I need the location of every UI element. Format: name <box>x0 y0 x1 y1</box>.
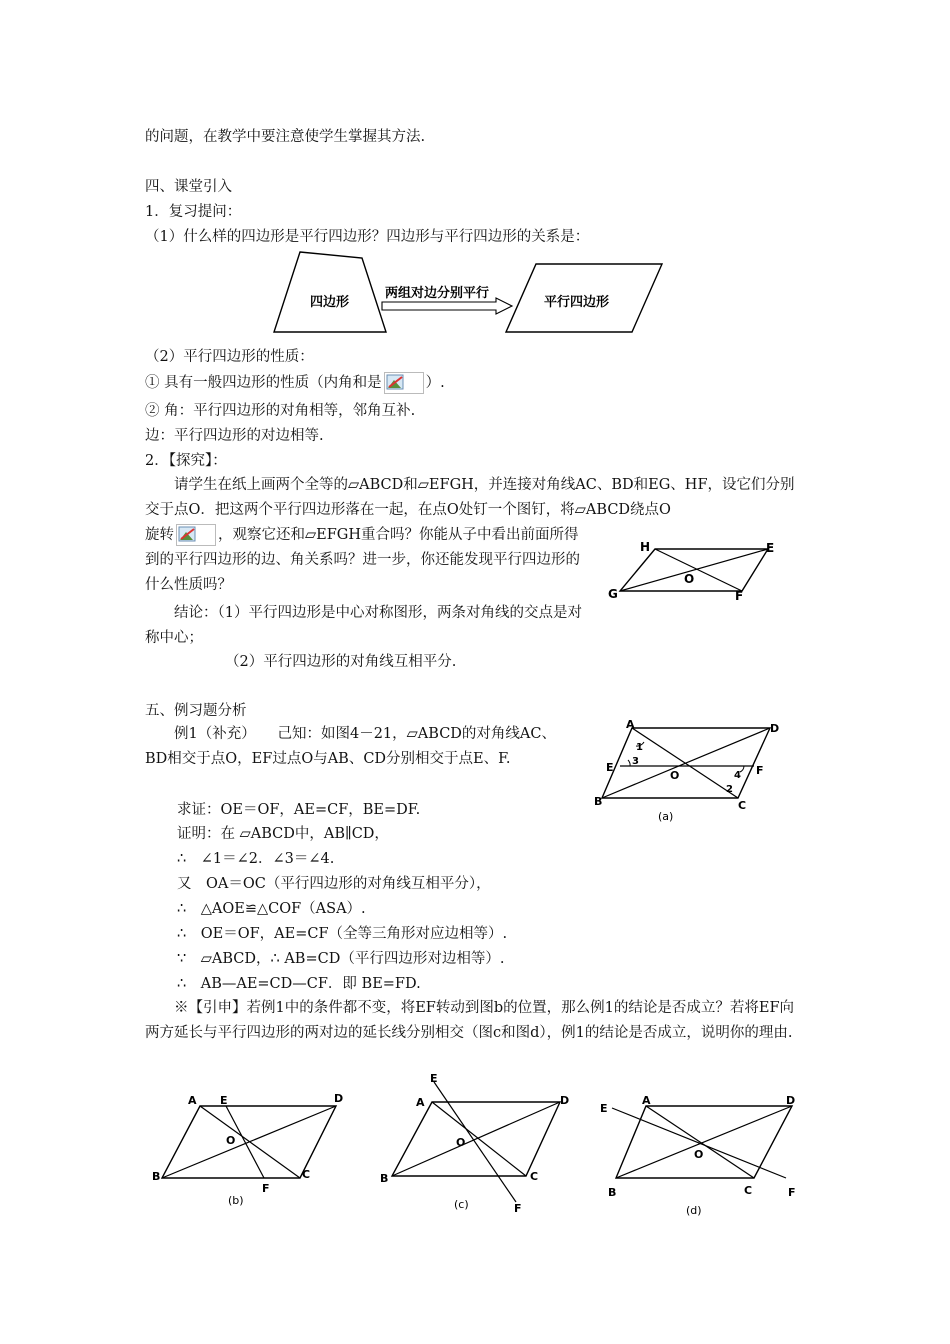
label-D: D <box>770 722 780 735</box>
explore-question-text: ，观察它还和▱EFGH重合吗？你能从子中看出前面所得到的平行四边形的边、角关系吗？进一步，你还能发现平行四边形的什么性质吗？ <box>145 527 580 593</box>
conclusion-1: 结论：（1）平行四边形是中心对称图形，两条对角线的交点是对称中心； <box>145 605 582 646</box>
label-F: F <box>756 764 764 777</box>
label-D: D <box>786 1094 796 1107</box>
proof-line: ∴ △AOE≌△COF（ASA）. <box>177 901 366 917</box>
proof-line: 又 OA＝OC（平行四边形的对角线互相平分）， <box>177 876 491 892</box>
proof-line: 证明：在 ▱ABCD中，AB∥CD， <box>177 826 389 842</box>
efgh-parallelogram-figure <box>600 535 800 607</box>
arrow-label: 两组对边分别平行 <box>385 286 490 301</box>
label-O: O <box>456 1136 466 1149</box>
broken-image-icon <box>176 524 216 546</box>
label-E: E <box>430 1072 438 1085</box>
label-E: E <box>220 1094 228 1107</box>
parallelogram-label: 平行四边形 <box>544 295 610 310</box>
label-B: B <box>380 1172 389 1185</box>
item2: 2．【探究】： <box>145 453 227 469</box>
label-A: A <box>416 1096 425 1109</box>
caption-d: (d) <box>686 1204 702 1217</box>
property1 <box>145 372 445 394</box>
conclusion-2: （2）平行四边形的对角线互相平分. <box>225 654 457 670</box>
label-D: D <box>560 1094 570 1107</box>
intro-line: 的问题，在教学中要注意使学生掌握其方法. <box>145 129 426 145</box>
figure-c <box>374 1066 584 1221</box>
label-G: G <box>608 587 618 601</box>
label-C: C <box>738 799 747 812</box>
section4-title: 四、课堂引入 <box>145 179 232 195</box>
proof-line: ∴ ∠1＝∠2．∠3＝∠4. <box>177 851 335 867</box>
extension-paragraph: ※【引申】若例1中的条件都不变，将EF转动到图b的位置，那么例1的结论是否成立？若将EF向两方延长与平行四边形的两对边的延长线分别相交（图c和图d），例1的结论是否成立，说明你的理由. <box>145 1000 795 1041</box>
label-F: F <box>514 1202 522 1215</box>
label-O: O <box>670 769 680 782</box>
prove-statement: 求证：OE＝OF，AE=CF，BE=DF. <box>177 802 421 818</box>
explore-paragraph-2 <box>145 523 589 598</box>
label-C: C <box>530 1170 539 1183</box>
label-A: A <box>626 718 635 731</box>
label-B: B <box>152 1170 161 1183</box>
label-C: C <box>744 1184 753 1197</box>
label-A: A <box>188 1094 197 1107</box>
question1: （1）什么样的四边形是平行四边形？四边形与平行四边形的关系是： <box>145 229 590 245</box>
proof-line: ∴ OE＝OF，AE=CF（全等三角形对应边相等）. <box>177 926 508 942</box>
angle-4: 4 <box>734 770 741 781</box>
caption-b: (b) <box>228 1194 244 1207</box>
property1-text: ① 具有一般四边形的性质（内角和是 <box>145 375 382 391</box>
label-A: A <box>642 1094 651 1107</box>
figure-d <box>596 1090 806 1220</box>
figure-a <box>592 716 792 826</box>
property3: 边：平行四边形的对边相等. <box>145 428 324 444</box>
label-B: B <box>594 795 603 808</box>
label-E: E <box>606 761 614 774</box>
explore-rotate-text: 旋转 <box>145 527 174 543</box>
label-B: B <box>608 1186 617 1199</box>
broken-image-icon <box>384 372 424 394</box>
section5-title: 五、例习题分析 <box>145 703 247 719</box>
angle-3: 3 <box>632 756 639 767</box>
angle-1: 1 <box>636 742 643 753</box>
quadrilateral-shape <box>274 252 386 332</box>
label-O: O <box>226 1134 236 1147</box>
item1: 1．复习提问： <box>145 204 242 220</box>
caption-a: (a) <box>658 810 674 823</box>
example-1: 例1（补充） 己知：如图4－21，▱ABCD的对角线AC、BD相交于点O，EF过点O与AB、CD分别相交于点E、F. <box>145 726 556 767</box>
quad-to-parallelogram-diagram <box>270 248 670 338</box>
label-H: H <box>640 540 651 554</box>
proof-line: ∵ ▱ABCD，∴ AB=CD（平行四边形对边相等）. <box>177 951 505 967</box>
label-F: F <box>262 1182 270 1195</box>
explore-paragraph-1: 请学生在纸上画两个全等的▱ABCD和▱EFGH，并连接对角线AC、BD和EG、HF，设它们分别交于点O．把这两个平行四边形落在一起，在点O处钉一个图钉，将▱ABCD绕点O <box>145 477 795 518</box>
caption-c: (c) <box>454 1198 469 1211</box>
proof-line: ∴ AB—AE=CD—CF．即 BE=FD. <box>177 976 421 992</box>
label-O: O <box>684 572 695 586</box>
quadrilateral-label: 四边形 <box>310 295 350 310</box>
property2: ② 角：平行四边形的对角相等，邻角互补. <box>145 403 416 419</box>
label-E: E <box>766 541 775 555</box>
label-O: O <box>694 1148 704 1161</box>
property1-suffix: ）. <box>425 375 445 391</box>
figure-b <box>148 1088 358 1213</box>
angle-2: 2 <box>726 784 733 795</box>
label-D: D <box>334 1092 344 1105</box>
label-E: E <box>600 1102 608 1115</box>
label-C: C <box>302 1168 311 1181</box>
question2: （2）平行四边形的性质： <box>145 349 314 365</box>
label-F: F <box>788 1186 796 1199</box>
label-F: F <box>735 589 744 603</box>
